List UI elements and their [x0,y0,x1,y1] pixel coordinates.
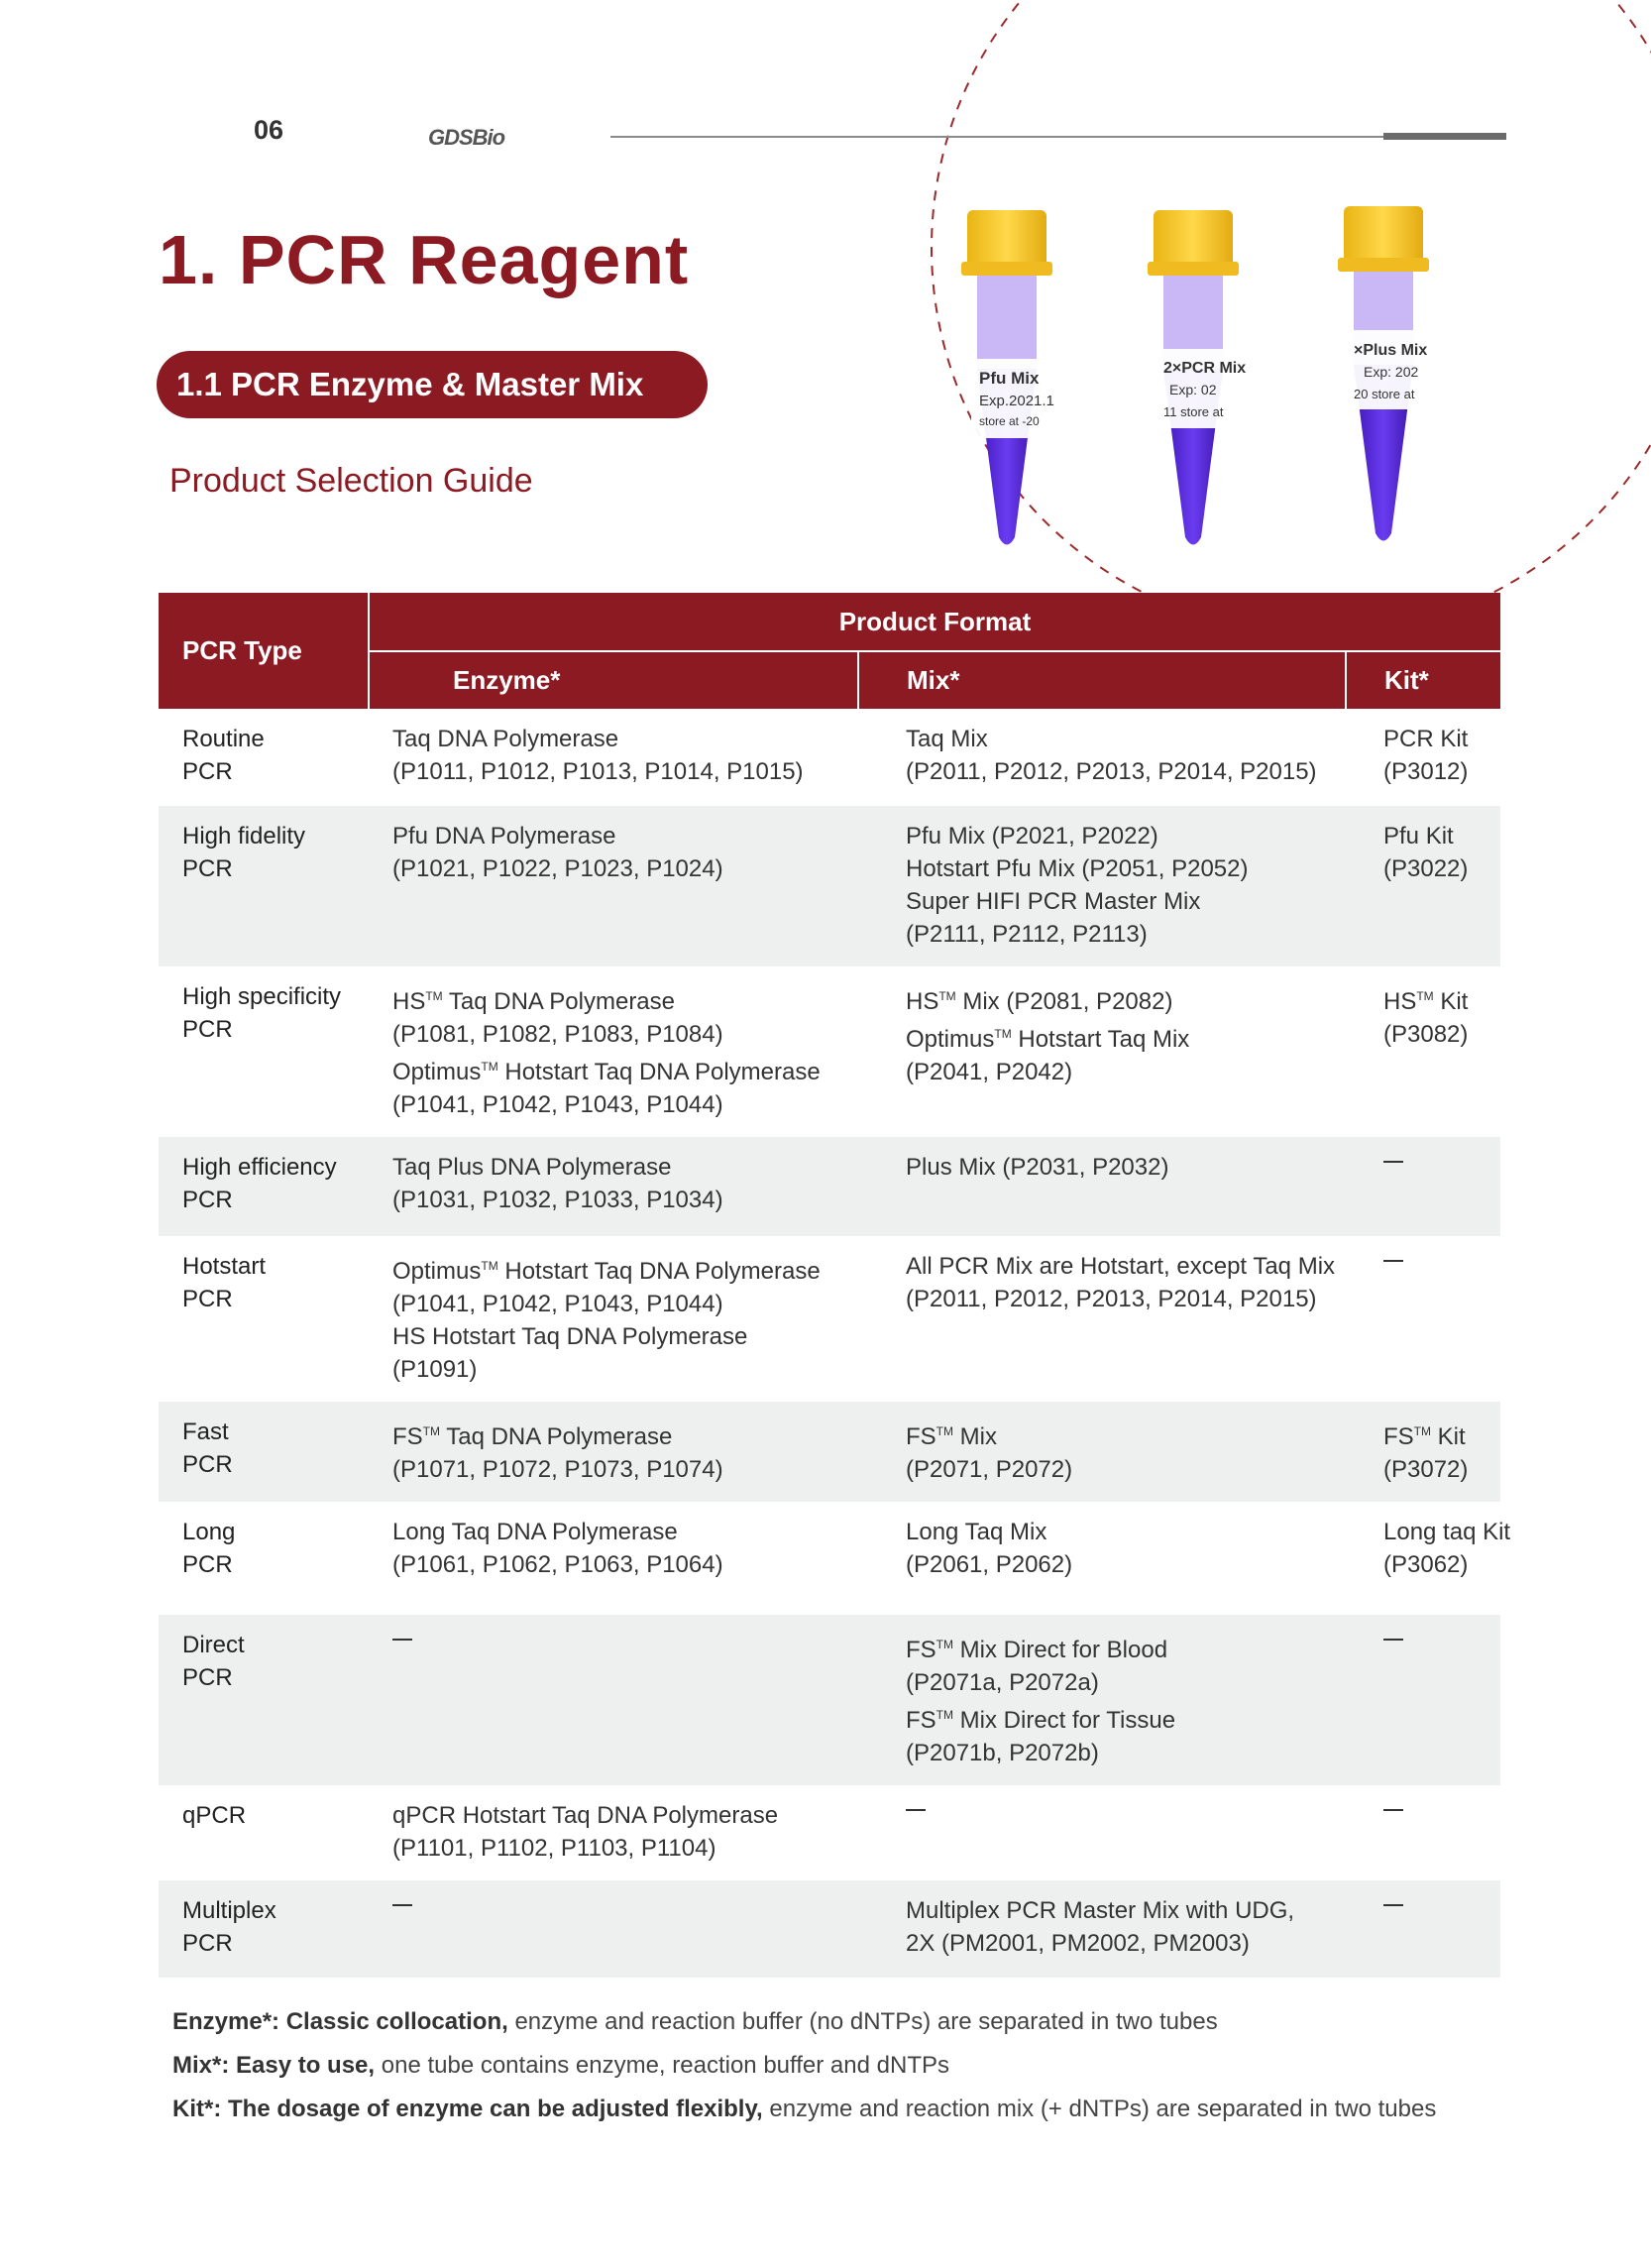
cell-line: HS™ Kit [1383,988,1469,1015]
cell-line: Hotstart [182,1253,267,1280]
cell-enzyme [369,1785,858,1880]
cell-line: (P1061, P1062, P1063, P1064) [392,1551,723,1578]
cell-line: Taq DNA Polymerase [392,726,619,752]
cell-line: PCR [182,1930,233,1957]
cell-line: Multiplex PCR Master Mix with UDG, [906,1897,1295,1924]
tube-1-label-2: Exp.2021.1 [979,393,1054,409]
footnote-kit: Kit*: The dosage of enzyme can be adjusted flexibly, enzyme and reaction mix (+ dNTPs) are separated in two tubes [172,2096,1437,2122]
dash-mark [1383,1260,1403,1262]
cell-enzyme [369,806,858,966]
table-row [159,1615,1500,1785]
cell-type [159,1236,369,1402]
cell-mix [858,966,1346,1137]
cell-line: HS Hotstart Taq DNA Polymerase [392,1323,748,1350]
cell-mix [858,709,1346,806]
pcr-tubes-image [922,198,1477,615]
dash-mark [392,1904,412,1906]
cell-enzyme [369,1236,858,1402]
cell-line: PCR [182,758,233,785]
tube-3-label-1: ×Plus Mix [1354,342,1428,359]
cell-line: All PCR Mix are Hotstart, except Taq Mix [906,1253,1336,1280]
cell-line: (P2071, P2072) [906,1456,1073,1483]
table-body [159,709,1511,1978]
table-row [159,966,1500,1137]
cell-line: (P2061, P2062) [906,1551,1073,1578]
cell-line: PCR [182,1664,233,1691]
cell-line: Plus Mix (P2031, P2032) [906,1154,1169,1181]
section-pill: 1.1 PCR Enzyme & Master Mix [157,351,708,418]
cell-mix [858,1402,1346,1502]
cell-line: Long Taq DNA Polymerase [392,1519,678,1545]
cell-line: (P2011, P2012, P2013, P2014, P2015) [906,758,1317,785]
cell-kit [1346,1785,1500,1880]
cell-line: (P1011, P1012, P1013, P1014, P1015) [392,758,804,785]
cell-line: FS™ Taq DNA Polymerase [392,1423,673,1450]
cell-line: FS™ Kit [1383,1423,1466,1450]
dash-mark [1383,1639,1403,1641]
cell-line: Long [182,1519,236,1545]
cell-line: Hotstart Pfu Mix (P2051, P2052) [906,855,1249,882]
cell-line: PCR Kit [1383,726,1469,752]
header-product-format: Product Format [369,593,1500,651]
cell-mix [858,1615,1346,1785]
cell-line: FS™ Mix [906,1423,997,1450]
cell-line: (P1041, P1042, P1043, P1044) [392,1291,723,1317]
cell-line: Pfu Mix (P2021, P2022) [906,823,1158,850]
cell-line: (P2041, P2042) [906,1059,1073,1085]
table-row [159,709,1500,806]
cell-line: PCR [182,1187,233,1213]
tube-1-label-3: store at -20 [979,414,1040,428]
dash-mark [1383,1904,1403,1906]
header-divider [610,136,1383,138]
product-selection-table [159,593,1511,1978]
tube-2 [1148,210,1246,545]
cell-type [159,709,369,806]
cell-line: (P1091) [392,1356,478,1383]
cell-type [159,966,369,1137]
header-mix: Mix* [858,651,1346,709]
header-divider-accent [1383,133,1506,140]
cell-line: Multiplex [182,1897,276,1924]
header-pcr-type: PCR Type [159,593,369,709]
cell-line: Optimus™ Hotstart Taq DNA Polymerase [392,1258,821,1285]
section-subtitle: Product Selection Guide [169,462,533,500]
cell-line: HS™ Taq DNA Polymerase [392,988,675,1015]
cell-line: (P2071a, P2072a) [906,1669,1099,1696]
cell-line: PCR [182,1451,233,1478]
cell-line: qPCR [182,1802,247,1829]
cell-line: Long Taq Mix [906,1519,1047,1545]
cell-line: PCR [182,855,233,882]
cell-line: Taq Plus DNA Polymerase [392,1154,672,1181]
footnotes [172,2000,1436,2131]
cell-line: PCR [182,1286,233,1312]
cell-type [159,1880,369,1978]
cell-kit [1346,806,1500,966]
cell-kit [1346,1502,1511,1615]
cell-enzyme [369,1880,858,1978]
cell-line: (P3082) [1383,1021,1469,1048]
brand-logo: GDSBio [428,125,505,150]
cell-line: Long taq Kit [1383,1519,1511,1545]
cell-kit [1346,1880,1500,1978]
cell-mix [858,1236,1346,1402]
cell-mix [858,806,1346,966]
cell-line: (P3022) [1383,855,1469,882]
cell-line: Optimus™ Hotstart Taq Mix [906,1026,1190,1053]
dash-mark [392,1639,412,1641]
header-enzyme: Enzyme* [369,651,858,709]
cell-type [159,1137,369,1236]
tube-2-label-2: Exp: 02 [1169,382,1217,397]
cell-kit [1346,1402,1500,1502]
cell-type [159,1402,369,1502]
header-kit: Kit* [1346,651,1500,709]
table-row [159,1880,1500,1978]
cell-enzyme [369,1615,858,1785]
cell-kit [1346,1137,1500,1236]
cell-enzyme [369,1137,858,1236]
cell-line: (P1071, P1072, P1073, P1074) [392,1456,723,1483]
dash-mark [906,1809,926,1811]
cell-mix [858,1785,1346,1880]
table-row [159,1785,1500,1880]
cell-kit [1346,1615,1500,1785]
tube-3-label-2: Exp: 202 [1364,364,1419,380]
cell-line: Taq Mix [906,726,988,752]
cell-line: 2X (PM2001, PM2002, PM2003) [906,1930,1250,1957]
cell-enzyme [369,1402,858,1502]
cell-mix [858,1502,1346,1615]
cell-line: FS™ Mix Direct for Tissue [906,1707,1176,1734]
cell-type [159,1502,369,1615]
table-row [159,1236,1500,1402]
cell-line: PCR [182,1551,233,1578]
cell-line: (P2071b, P2072b) [906,1740,1099,1766]
cell-enzyme [369,709,858,806]
cell-kit [1346,1236,1500,1402]
cell-line: Routine [182,726,265,752]
tube-2-label-1: 2×PCR Mix [1163,360,1247,377]
cell-type [159,1785,369,1880]
tube-3-label-3: 20 store at [1354,387,1415,401]
cell-line: (P1081, P1082, P1083, P1084) [392,1021,723,1048]
cell-line: (P1021, P1022, P1023, P1024) [392,855,723,882]
dash-mark [1383,1809,1403,1811]
cell-mix [858,1137,1346,1236]
cell-type [159,806,369,966]
cell-line: (P2011, P2012, P2013, P2014, P2015) [906,1286,1317,1312]
page-title: 1. PCR Reagent [159,221,690,298]
cell-line: Pfu DNA Polymerase [392,823,616,850]
cell-line: qPCR Hotstart Taq DNA Polymerase [392,1802,779,1829]
cell-line: Optimus™ Hotstart Taq DNA Polymerase [392,1059,821,1085]
cell-enzyme [369,966,858,1137]
table-row [159,1402,1500,1502]
cell-line: High fidelity [182,823,306,850]
table-row [159,806,1500,966]
cell-kit [1346,966,1500,1137]
cell-line: PCR [182,1016,233,1043]
cell-line: High specificity [182,983,342,1010]
table-row [159,1137,1500,1236]
tube-1-label-1: Pfu Mix [979,369,1040,388]
cell-kit [1346,709,1500,806]
cell-line: Super HIFI PCR Master Mix [906,888,1201,915]
cell-line: (P3072) [1383,1456,1469,1483]
page-number: 06 [254,115,284,145]
cell-line: (P3062) [1383,1551,1469,1578]
cell-line: Pfu Kit [1383,823,1454,850]
cell-line: (P2111, P2112, P2113) [906,921,1148,948]
footnote-mix: Mix*: Easy to use, one tube contains enzyme, reaction buffer and dNTPs [172,2052,949,2079]
cell-line: (P1101, P1102, P1103, P1104) [392,1835,716,1862]
cell-line: Fast [182,1418,229,1445]
cell-line: FS™ Mix Direct for Blood [906,1637,1168,1663]
cell-line: (P3012) [1383,758,1469,785]
cell-line: High efficiency [182,1154,337,1181]
cell-line: HS™ Mix (P2081, P2082) [906,988,1173,1015]
table-row [159,1502,1500,1615]
cell-type [159,1615,369,1785]
cell-enzyme [369,1502,858,1615]
cell-line: (P1041, P1042, P1043, P1044) [392,1091,723,1118]
cell-mix [858,1880,1346,1978]
cell-line: (P1031, P1032, P1033, P1034) [392,1187,723,1213]
footnote-enzyme: Enzyme*: Classic collocation, enzyme and reaction buffer (no dNTPs) are separated in two tubes [172,2008,1218,2035]
tube-1 [961,210,1054,545]
tube-2-label-3: 11 store at [1163,404,1224,419]
cell-line: Direct [182,1632,245,1658]
dash-mark [1383,1161,1403,1163]
tube-3 [1338,206,1429,541]
